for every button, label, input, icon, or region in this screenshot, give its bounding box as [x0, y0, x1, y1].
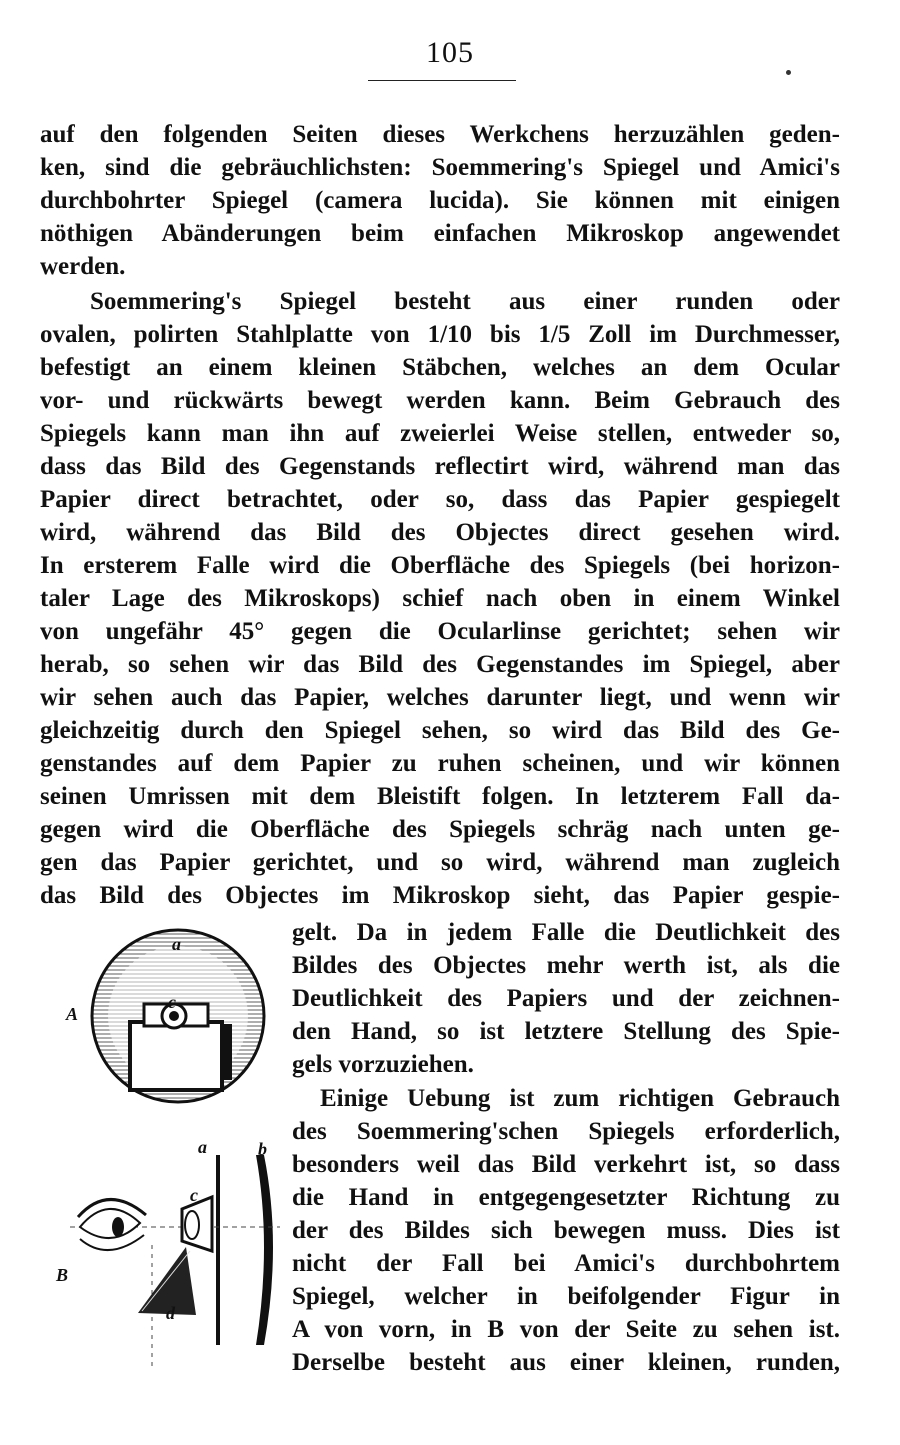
text-line: gen das Papier gerichtet, und so wird, während man zugleich [40, 849, 840, 876]
text-line: seinen Umrissen mit dem Bleistift folgen. In letzterem Fall da- [40, 783, 840, 810]
text-line: Spiegels kann man ihn auf zweierlei Weise stellen, entweder so, [40, 420, 840, 447]
figure-label-b: B [56, 1265, 69, 1285]
text-line: wir sehen auch das Papier, welches darunter liegt, und wenn wir [40, 684, 840, 711]
text-line: gels vorzuziehen. [292, 1051, 474, 1078]
text-line: die Hand in entgegengesetzter Richtung zu [292, 1184, 840, 1211]
text-line: das Bild des Objectes im Mikroskop sieht, das Papier gespie- [40, 882, 840, 909]
text-line: dass das Bild des Gegenstands reflectirt wird, während man das [40, 453, 840, 480]
figure-label-a-side: a [198, 1137, 207, 1157]
text-line: wird, während das Bild des Objectes direct gesehen wird. [40, 519, 840, 546]
figure-label-a: A [66, 1004, 79, 1024]
text-line: von ungefähr 45° gegen die Ocularlinse gerichtet; sehen wir [40, 618, 840, 645]
page-number: 105 [426, 36, 474, 69]
text-line: Bildes des Objectes mehr werth ist, als die [292, 952, 840, 979]
text-line: taler Lage des Mikroskops) schief nach oben in einem Winkel [40, 585, 840, 612]
text-line: vor- und rückwärts bewegt werden kann. Beim Gebrauch des [40, 387, 840, 414]
figure-a-front-view [60, 920, 280, 1110]
text-line: durchbohrter Spiegel (camera lucida). Sie können mit einigen [40, 187, 840, 214]
figure-label-c-side: c [190, 1185, 198, 1205]
text-line: Spiegel, welcher in beifolgender Figur in [292, 1283, 840, 1310]
figure-label-b-side: b [258, 1139, 267, 1159]
text-line: besonders weil das Bild verkehrt ist, so dass [292, 1151, 840, 1178]
print-speck [786, 70, 791, 75]
text-line: Derselbe besteht aus einer kleinen, runden, [292, 1349, 840, 1376]
figure-label-c-small: c [168, 992, 176, 1012]
figure-label-a-small: a [172, 934, 181, 954]
text-line: Soemmering's Spiegel besteht aus einer runden oder [90, 288, 840, 315]
text-line: Einige Uebung ist zum richtigen Gebrauch [320, 1085, 840, 1112]
mirror-front-illustration [60, 920, 280, 1110]
text-line: gleichzeitig durch den Spiegel sehen, so wird das Bild des Ge- [40, 717, 840, 744]
text-line: werden. [40, 253, 126, 280]
text-line: A von vorn, in B von der Seite zu sehen ist. [292, 1316, 840, 1343]
figure-label-d-side: d [166, 1303, 175, 1323]
text-line: ovalen, polirten Stahlplatte von 1/10 bis 1/5 Zoll im Durchmesser, [40, 321, 840, 348]
text-line: des Soemmering'schen Spiegels erforderlich, [292, 1118, 840, 1145]
text-line: nicht der Fall bei Amici's durchbohrtem [292, 1250, 840, 1277]
text-line: ken, sind die gebräuchlichsten: Soemmering's Spiegel und Amici's [40, 154, 840, 181]
text-line: nöthigen Abänderungen beim einfachen Mikroskop angewendet [40, 220, 840, 247]
text-line: den Hand, so ist letztere Stellung des Spie- [292, 1018, 840, 1045]
text-line: gelt. Da in jedem Falle die Deutlichkeit des [292, 919, 840, 946]
text-line: Papier direct betrachtet, oder so, dass das Papier gespiegelt [40, 486, 840, 513]
text-line: herab, so sehen wir das Bild des Gegenstandes im Spiegel, aber [40, 651, 840, 678]
text-line: genstandes auf dem Papier zu ruhen scheinen, und wir können [40, 750, 840, 777]
header-rule [368, 80, 516, 81]
text-line: In ersterem Falle wird die Oberfläche des Spiegels (bei horizon- [40, 552, 840, 579]
text-line: gegen wird die Oberfläche des Spiegels schräg nach unten ge- [40, 816, 840, 843]
mirror-side-illustration [50, 1135, 290, 1375]
text-line: der des Bildes sich bewegen muss. Dies ist [292, 1217, 840, 1244]
text-line: auf den folgenden Seiten dieses Werkchens herzuzählen geden- [40, 121, 840, 148]
text-line: Deutlichkeit des Papiers und der zeichnen- [292, 985, 840, 1012]
figure-b-side-view [50, 1135, 290, 1375]
text-line: befestigt an einem kleinen Stäbchen, welches an dem Ocular [40, 354, 840, 381]
